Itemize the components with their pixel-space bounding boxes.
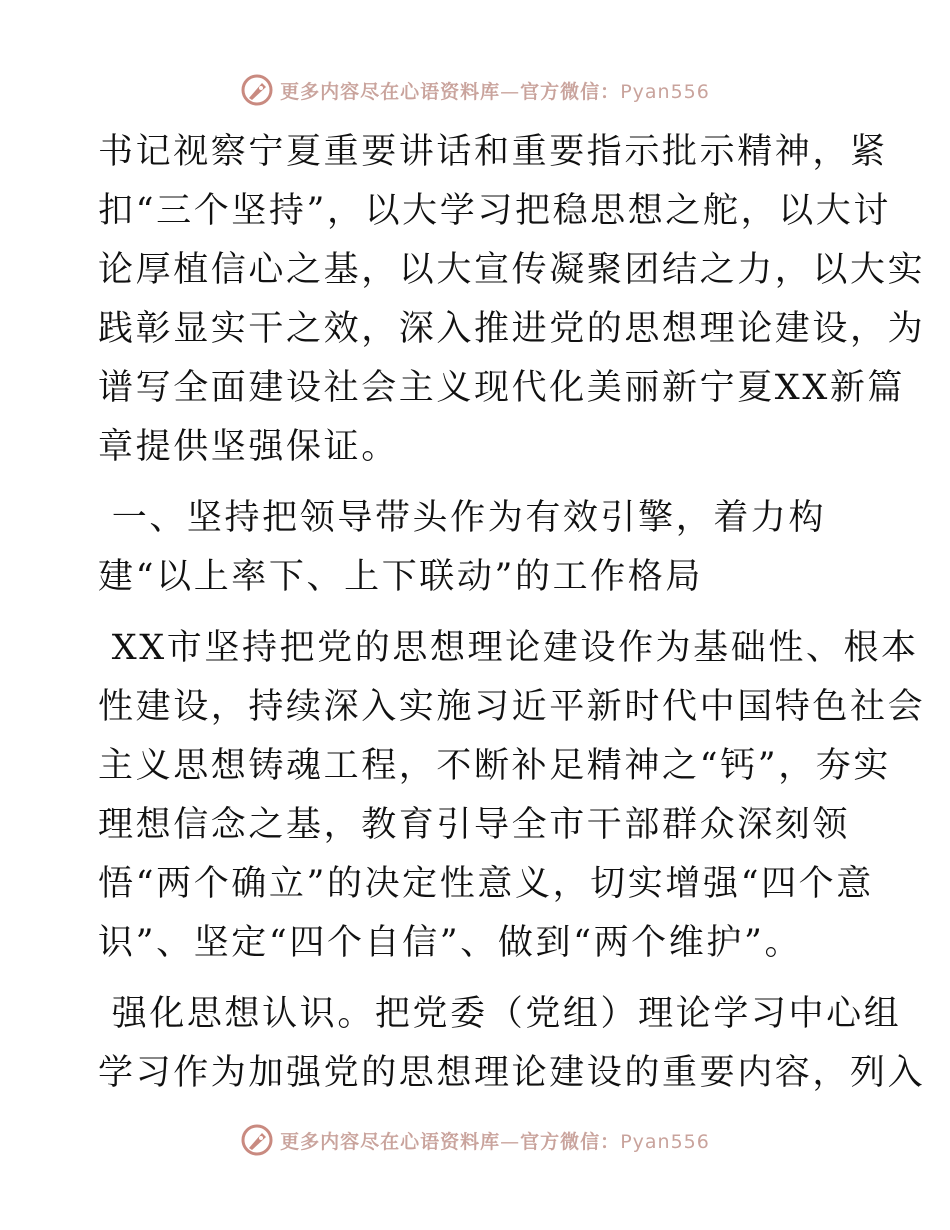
banner-main-text: 更多内容尽在心语资料库 <box>280 80 501 103</box>
banner-text <box>280 1127 710 1154</box>
text-line: XX市坚持把党的思想理论建设作为基础性、根本 <box>98 628 919 668</box>
text-line: 书记视察宁夏重要讲话和重要指示批示精神，紧 <box>98 132 888 172</box>
text-line: 论厚植信心之基，以大宣传凝聚团结之力，以大实 <box>98 250 926 290</box>
banner-dash: — <box>500 1130 521 1153</box>
text-line: 识”、坚定“四个自信”、做到“两个维护”。 <box>98 923 803 963</box>
banner-main-text: 更多内容尽在心语资料库 <box>280 1130 501 1153</box>
banner-dash: — <box>500 80 521 103</box>
text-line: 主义思想铸魂工程，不断补足精神之“钙”，夯实 <box>98 746 891 786</box>
text-line: 性建设，持续深入实施习近平新时代中国特色社会 <box>98 687 926 727</box>
banner-handle: Pyan556 <box>620 1130 710 1153</box>
section-heading <box>98 489 858 607</box>
text-line: 强化思想认识。把党委（党组）理论学习中心组 <box>98 994 902 1034</box>
banner-text <box>280 77 710 104</box>
text-line: 谱写全面建设社会主义现代化美丽新宁夏XX新篇 <box>98 368 906 408</box>
header-banner <box>0 70 950 110</box>
text-line: 悟“两个确立”的决定性意义，切实增强“四个意 <box>98 864 874 904</box>
heading-line: 建“以上率下、上下联动”的工作格局 <box>98 557 703 597</box>
text-line: 扣“三个坚持”，以大学习把稳思想之舵，以大讨 <box>98 191 891 231</box>
paragraph-2 <box>98 619 926 973</box>
paragraph-3 <box>98 985 926 1103</box>
paragraph-1 <box>98 123 926 477</box>
banner-sub-text: 官方微信： <box>520 80 621 103</box>
pen-nib-logo-icon <box>240 73 274 107</box>
footer-banner <box>0 1120 950 1160</box>
text-line: 践彰显实干之效，深入推进党的思想理论建设，为 <box>98 309 926 349</box>
pen-nib-logo-icon <box>240 1123 274 1157</box>
text-line: 章提供坚强保证。 <box>98 427 399 467</box>
heading-line: 一、坚持把领导带头作为有效引擎，着力构 <box>98 498 827 538</box>
text-line: 理想信念之基，教育引导全市干部群众深刻领 <box>98 805 851 845</box>
text-line: 学习作为加强党的思想理论建设的重要内容，列入 <box>98 1053 926 1093</box>
banner-sub-text: 官方微信： <box>520 1130 621 1153</box>
banner-handle: Pyan556 <box>620 80 710 103</box>
document-body <box>98 123 926 1115</box>
